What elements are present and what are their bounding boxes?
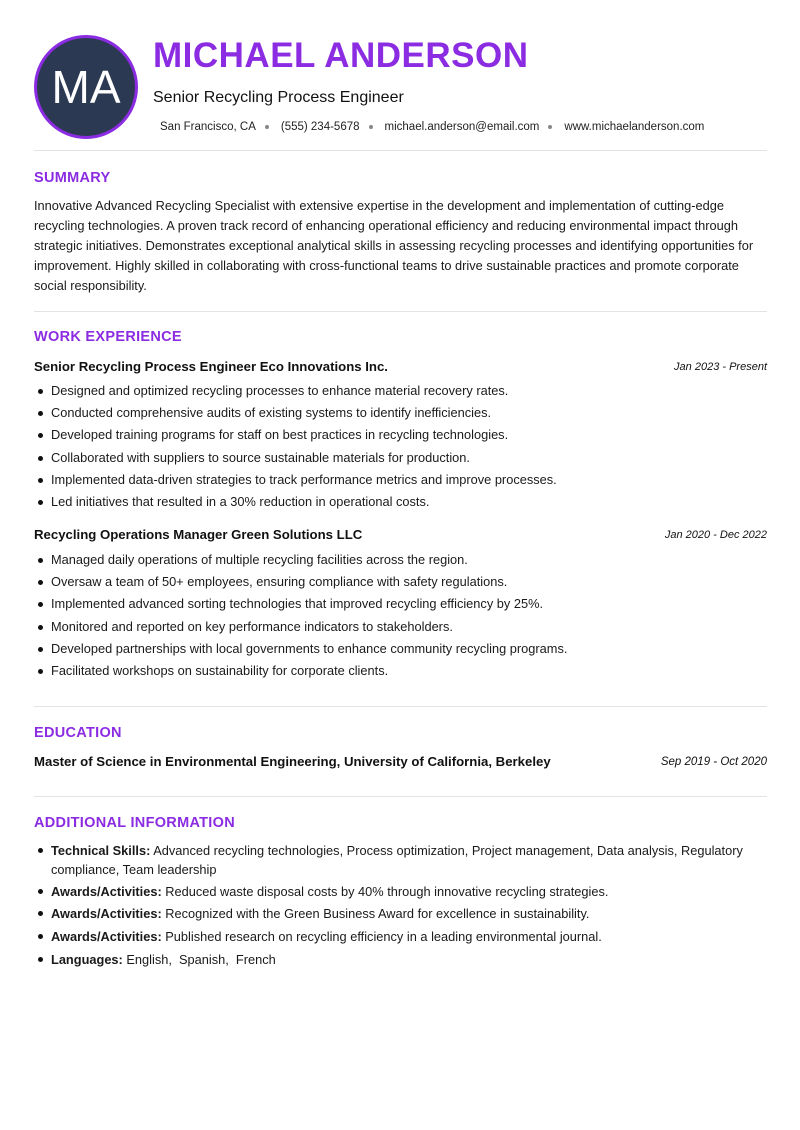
list-item bbox=[34, 927, 769, 946]
info-label: Awards/Activities: bbox=[51, 884, 162, 900]
info-label: Awards/Activities: bbox=[51, 906, 162, 922]
job-header bbox=[34, 359, 767, 377]
list-item bbox=[34, 841, 769, 879]
info-text: Reduced waste disposal costs by 40% through innovative recycling strategies. bbox=[161, 884, 609, 900]
job-dates: Jan 2023 - Present bbox=[674, 361, 767, 373]
job-title: Senior Recycling Process Engineer Eco Innovations Inc. bbox=[34, 359, 388, 374]
education-heading: EDUCATION bbox=[34, 725, 122, 741]
list-item: Led initiatives that resulted in a 30% reduction in operational costs. bbox=[34, 491, 769, 513]
list-item: Oversaw a team of 50+ employees, ensuring compliance with safety regulations. bbox=[34, 571, 769, 593]
contact-location: San Francisco, CA bbox=[160, 121, 256, 133]
list-item bbox=[34, 950, 769, 969]
contact-website[interactable]: www.michaelanderson.com bbox=[564, 121, 705, 133]
job-bullet-list bbox=[34, 549, 769, 682]
job-header bbox=[34, 527, 767, 545]
contact-bar bbox=[160, 121, 704, 133]
list-item: Implemented data-driven strategies to track performance metrics and improve processes. bbox=[34, 469, 769, 491]
avatar-initials: MA bbox=[51, 61, 121, 113]
contact-phone: (555) 234-5678 bbox=[280, 121, 360, 133]
info-label: Technical Skills: bbox=[51, 843, 151, 858]
education-degree: Master of Science in Environmental Engineering, University of California, Berkeley bbox=[34, 754, 551, 769]
list-item: Facilitated workshops on sustainability for corporate clients. bbox=[34, 660, 769, 682]
section-divider bbox=[34, 796, 767, 797]
additional-info-list bbox=[34, 841, 769, 972]
job-bullet-list bbox=[34, 380, 769, 513]
education-entry bbox=[34, 754, 767, 772]
list-item: Collaborated with suppliers to source sustainable materials for production. bbox=[34, 447, 769, 469]
section-divider bbox=[34, 311, 767, 312]
separator-dot-icon bbox=[548, 125, 552, 129]
info-text: English, Spanish, French bbox=[122, 951, 276, 967]
separator-dot-icon bbox=[369, 125, 373, 129]
summary-text: Innovative Advanced Recycling Specialist with extensive expertise in the development and implementation of cutting-edge recycling technologies. A proven track record of enhancing operational efficiency and reducing environmental impact through strategic initiatives. Demonstrates exceptional analytical skills in assessing recycling processes and identifying opportunities for improvement. Highly skilled in collaborating with cross-functional teams to drive sustainable practices and promote corporate social responsibility. bbox=[34, 198, 754, 293]
summary-heading: SUMMARY bbox=[34, 170, 111, 186]
section-divider bbox=[34, 706, 767, 707]
list-item: Monitored and reported on key performance indicators to stakeholders. bbox=[34, 616, 769, 638]
job-title: Recycling Operations Manager Green Solutions LLC bbox=[34, 527, 363, 542]
list-item: Implemented advanced sorting technologies that improved recycling efficiency by 25%. bbox=[34, 593, 769, 615]
info-text: Recognized with the Green Business Award for excellence in sustainability. bbox=[161, 906, 590, 922]
additional-info-heading: ADDITIONAL INFORMATION bbox=[34, 815, 235, 831]
info-label: Languages: bbox=[51, 951, 123, 967]
job-dates: Jan 2020 - Dec 2022 bbox=[664, 529, 767, 541]
info-text: Advanced recycling technologies, Process optimization, Project management, Data analysis, Regulatory compliance, Team leadership bbox=[51, 843, 743, 877]
work-experience-heading: WORK EXPERIENCE bbox=[34, 329, 182, 345]
list-item bbox=[34, 904, 769, 923]
list-item: Developed training programs for staff on best practices in recycling technologies. bbox=[34, 424, 769, 446]
education-dates: Sep 2019 - Oct 2020 bbox=[660, 756, 767, 768]
list-item: Conducted comprehensive audits of existing systems to identify inefficiencies. bbox=[34, 402, 769, 424]
section-divider bbox=[34, 150, 767, 151]
avatar bbox=[34, 35, 138, 139]
candidate-name: MICHAEL ANDERSON bbox=[153, 36, 529, 75]
info-text: Published research on recycling efficiency in a leading environmental journal. bbox=[161, 928, 602, 944]
separator-dot-icon bbox=[265, 125, 269, 129]
info-label: Awards/Activities: bbox=[51, 928, 162, 944]
list-item: Designed and optimized recycling processes to enhance material recovery rates. bbox=[34, 380, 769, 402]
candidate-title: Senior Recycling Process Engineer bbox=[153, 89, 404, 106]
list-item bbox=[34, 882, 769, 901]
list-item: Managed daily operations of multiple recycling facilities across the region. bbox=[34, 549, 769, 571]
contact-email[interactable]: michael.anderson@email.com bbox=[384, 121, 540, 133]
list-item: Developed partnerships with local governments to enhance community recycling programs. bbox=[34, 638, 769, 660]
